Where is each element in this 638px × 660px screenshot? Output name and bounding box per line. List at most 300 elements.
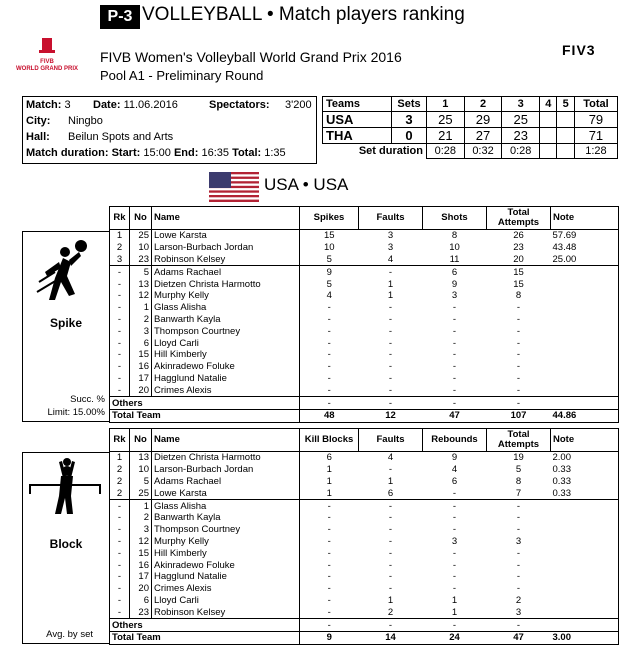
rank-cell: - [110,536,130,548]
rank-cell: - [110,583,130,595]
score-header: 1 [427,97,465,112]
summary-cell: 12 [359,409,423,422]
value-cell: 1 [300,487,359,499]
attempts-cell: 26 [513,230,524,242]
rank-cell: - [110,384,130,396]
attempts-cell: 15 [513,266,524,278]
value-cell: 6 [451,475,458,487]
column-header: Spikes [300,207,359,230]
player-name: Lowe Karsta [152,230,300,242]
number-cell: 20 [130,583,152,595]
others-row [110,397,619,410]
player-name: Dietzen Christa Harmotto [152,278,300,290]
rank-cell: - [110,337,130,349]
block-header-row [110,429,619,452]
value-cell: - [452,571,457,583]
player-name: Glass Alisha [152,302,300,314]
value-cell: 4 [451,464,458,476]
logo-text-fivb: FIVB [40,59,54,65]
summary-cell: 3.00 [551,631,619,644]
value-cell: - [327,337,331,349]
sets-won: 3 [392,112,427,128]
value-cell: - [452,524,457,536]
attempts-cell: - [516,559,521,571]
number-cell: 13 [130,278,152,290]
value-cell: - [327,361,331,373]
attempts-cell: - [516,512,521,524]
faults-cell: 1 [387,290,394,302]
block-table [109,428,619,645]
number-cell: 12 [130,536,152,548]
summary-cell: - [300,397,359,410]
number-cell: 23 [130,606,152,618]
attempts-cell: - [516,313,521,325]
value-cell: - [327,500,331,512]
spectators-count: 3'200 [285,99,312,111]
player-name: Thompson Courtney [152,524,300,536]
total-team-label: Total Team [110,631,300,644]
table-row [110,452,619,464]
number-cell: 5 [130,476,152,488]
player-name: Akinradewo Foluke [152,361,300,373]
score-row [323,112,618,128]
summary-cell: - [487,397,551,410]
number-cell: 20 [130,384,152,396]
column-header: Note [551,207,619,230]
end-time: 16:35 [201,147,229,159]
player-name: Crimes Alexis [152,384,300,396]
summary-cell: 14 [359,631,423,644]
logo-text-wgp: WORLD GRAND PRIX [16,66,78,72]
set-duration-row [323,144,618,159]
note-cell [551,314,619,326]
table-row [110,290,619,302]
table-row [110,547,619,559]
number-cell: 2 [130,512,152,524]
attempts-cell: 19 [513,452,524,464]
summary-cell: 47 [423,409,487,422]
note-cell: 43.48 [551,242,619,254]
player-name: Banwarth Kayla [152,314,300,326]
faults-cell: - [388,571,393,583]
table-row [110,500,619,512]
faults-cell: - [388,302,393,314]
score-header: 2 [464,97,502,112]
note-cell [551,373,619,385]
rank-cell: 2 [110,476,130,488]
number-cell: 13 [130,452,152,464]
player-name: Hill Kimberly [152,349,300,361]
value-cell: - [452,302,457,314]
value-cell: 15 [323,230,335,242]
note-cell: 0.33 [551,487,619,499]
number-cell: 16 [130,559,152,571]
match-info [22,96,317,164]
attempts-cell: 5 [515,464,522,476]
player-name: Robinson Kelsey [152,606,300,618]
rank-cell: - [110,302,130,314]
table-row [110,314,619,326]
player-name: Lloyd Carli [152,595,300,607]
attempts-cell: - [516,547,521,559]
value-cell: - [327,571,331,583]
faults-cell: - [388,325,393,337]
faults-cell: - [388,524,393,536]
number-cell: 10 [130,464,152,476]
column-header: Rk [110,207,130,230]
note-cell [551,536,619,548]
summary-cell: - [487,619,551,632]
value-cell: 9 [451,452,458,464]
attempts-cell: - [516,500,521,512]
note-cell [551,547,619,559]
value-cell: - [452,559,457,571]
value-cell: - [327,325,331,337]
note-cell: 0.33 [551,464,619,476]
summary-cell: 24 [423,631,487,644]
attempts-cell: 23 [513,242,524,254]
attempts-cell: - [516,524,521,536]
table-row [110,302,619,314]
value-cell: - [327,535,331,547]
player-name: Murphy Kelly [152,536,300,548]
summary-cell: - [359,619,423,632]
player-name: Murphy Kelly [152,290,300,302]
number-cell: 17 [130,373,152,385]
total-time: 1:35 [264,147,286,159]
number-cell: 3 [130,325,152,337]
score-header: Sets [392,97,427,112]
player-name: Thompson Courtney [152,325,300,337]
total-label: Total: [232,147,262,159]
value-cell: - [452,500,457,512]
faults-cell: - [388,266,393,278]
number-cell: 12 [130,290,152,302]
set-duration [540,144,557,159]
value-cell: - [452,325,457,337]
value-cell: - [452,547,457,559]
note-cell [551,500,619,512]
hall-value: Beilun Spots and Arts [68,131,174,143]
faults-cell: - [388,349,393,361]
column-header: Total Attempts [487,207,551,230]
attempts-cell: - [516,337,521,349]
set-duration-label: Set duration [323,144,427,159]
date-label: Date: [93,99,121,111]
total-points: 71 [574,128,617,144]
rank-cell: - [110,349,130,361]
column-header: Kill Blocks [300,429,359,452]
faults-cell: - [388,583,393,595]
table-row [110,524,619,536]
player-name: Lowe Karsta [152,487,300,499]
value-cell: 6 [451,266,458,278]
value-cell: - [327,547,331,559]
rank-cell: - [110,361,130,373]
score-header: 4 [540,97,557,112]
player-name: Hagglund Natalie [152,373,300,385]
team-name: USA [323,112,392,128]
total-row [110,409,619,422]
rank-cell: - [110,290,130,302]
note-cell [551,290,619,302]
set-duration: 0:32 [464,144,502,159]
spike-label: Spike [49,316,82,330]
number-cell: 15 [130,547,152,559]
rank-cell: - [110,314,130,326]
set-score [557,128,574,144]
rank-cell: - [110,559,130,571]
number-cell: 6 [130,595,152,607]
player-name: Robinson Kelsey [152,254,300,266]
column-header: No [130,207,152,230]
faults-cell: - [388,535,393,547]
summary-cell [551,619,619,632]
number-cell: 17 [130,571,152,583]
rank-cell: - [110,512,130,524]
table-row [110,242,619,254]
attempts-cell: - [516,325,521,337]
rank-cell: - [110,278,130,290]
note-cell [551,361,619,373]
faults-cell: - [388,512,393,524]
value-cell: 3 [451,535,458,547]
value-cell: - [327,372,331,384]
number-cell: 15 [130,349,152,361]
sets-won: 0 [392,128,427,144]
rank-cell: 1 [110,452,130,464]
total-team-label: Total Team [110,409,300,422]
faults-cell: - [388,313,393,325]
note-cell [551,278,619,290]
spike-side-panel [22,231,110,422]
city-label: City: [26,115,51,127]
score-row [323,128,618,144]
value-cell: 10 [323,242,335,254]
others-row [110,619,619,632]
end-label: End: [173,147,199,159]
block-player-icon [27,456,103,516]
team-name: THA [323,128,392,144]
attempts-cell: - [516,372,521,384]
table-row [110,536,619,548]
spike-player-icon [35,238,95,308]
hall-label: Hall: [26,131,50,143]
set-score: 25 [427,112,465,128]
player-name: Adams Rachael [152,476,300,488]
grand-prix-logo [16,36,78,72]
score-header: 3 [502,97,540,112]
rank-cell: - [110,547,130,559]
note-cell [551,512,619,524]
value-cell: 1 [451,606,458,618]
value-cell: - [452,337,457,349]
faults-cell: - [388,500,393,512]
faults-cell: 4 [387,452,394,464]
summary-cell: - [423,397,487,410]
set-duration: 0:28 [427,144,465,159]
rank-cell: 1 [110,230,130,242]
fivb-logo: FIV3 [562,42,596,58]
limit-label: Limit: 15.00% [47,407,105,418]
set-score: 23 [502,128,540,144]
value-cell: - [327,594,331,606]
note-cell [551,606,619,618]
note-cell [551,325,619,337]
faults-cell: 3 [387,242,394,254]
value-cell: - [452,583,457,595]
value-cell: - [452,372,457,384]
note-cell [551,583,619,595]
match-label: Match: [26,99,62,111]
table-row [110,512,619,524]
attempts-cell: - [516,361,521,373]
avg-label: Avg. by set [46,629,93,640]
faults-cell: 1 [387,594,394,606]
summary-cell: - [423,619,487,632]
summary-cell: 48 [300,409,359,422]
succ-label: Succ. % [70,394,105,405]
attempts-cell: - [516,302,521,314]
value-cell: 11 [423,254,487,266]
note-cell: 25.00 [551,254,619,266]
set-duration [557,144,574,159]
team-title: USA • USA [264,175,349,194]
set-score: 25 [502,112,540,128]
value-cell: - [452,384,457,396]
table-row [110,606,619,618]
table-row [110,476,619,488]
faults-cell: - [388,559,393,571]
attempts-cell: 20 [487,254,551,266]
column-header: Faults [359,207,423,230]
rank-cell: 2 [110,242,130,254]
number-cell: 2 [130,314,152,326]
note-cell [551,595,619,607]
player-name: Akinradewo Foluke [152,559,300,571]
table-row [110,337,619,349]
score-header: 5 [557,97,574,112]
summary-cell: 9 [300,631,359,644]
rank-cell: 3 [110,254,130,266]
total-row [110,631,619,644]
player-name: Larson-Burbach Jordan [152,464,300,476]
score-header-row [323,97,618,112]
value-cell: - [423,487,487,499]
attempts-cell: 3 [515,606,522,618]
faults-cell: 3 [387,230,394,242]
value-cell: 9 [451,278,458,290]
note-cell: 57.69 [551,230,619,242]
others-label: Others [110,397,300,410]
summary-cell: 47 [487,631,551,644]
match-date: 11.06.2016 [123,99,178,111]
faults-cell: 6 [359,487,423,499]
city-value: Ningbo [68,115,103,127]
column-header: Rk [110,429,130,452]
value-cell: - [327,559,331,571]
start-label: Start: [111,147,141,159]
note-cell [551,302,619,314]
table-row [110,349,619,361]
faults-cell: - [388,384,393,396]
table-row [110,266,619,278]
rank-cell: - [110,500,130,512]
note-cell [551,524,619,536]
attempts-cell: 15 [513,278,524,290]
faults-cell: 1 [387,278,394,290]
value-cell: 4 [326,290,332,302]
column-header: Total Attempts [487,429,551,452]
player-name: Larson-Burbach Jordan [152,242,300,254]
player-name: Lloyd Carli [152,337,300,349]
table-row [110,373,619,385]
start-time: 15:00 [143,147,171,159]
rank-cell: 2 [110,487,130,499]
total-duration: 1:28 [574,144,617,159]
value-cell: 3 [451,290,458,302]
duration-label: Match duration: [26,147,109,159]
spike-table [109,206,619,423]
note-cell [551,571,619,583]
table-row [110,254,619,266]
player-name: Hill Kimberly [152,547,300,559]
value-cell: - [452,313,457,325]
number-cell: 1 [130,302,152,314]
value-cell: - [327,349,331,361]
number-cell: 10 [130,242,152,254]
set-score: 21 [427,128,465,144]
faults-cell: - [388,337,393,349]
value-cell: - [452,361,457,373]
player-name: Crimes Alexis [152,583,300,595]
column-header: Note [551,429,619,452]
attempts-cell: 2 [515,594,522,606]
score-header: Teams [323,97,392,112]
value-cell: - [452,512,457,524]
round-name: Pool A1 - Preliminary Round [100,68,264,83]
column-header: Name [152,207,300,230]
column-header: No [130,429,152,452]
rank-cell: - [110,325,130,337]
rank-cell: - [110,266,130,278]
player-name: Adams Rachael [152,266,300,278]
set-score [540,128,557,144]
value-cell: 8 [451,230,458,242]
block-side-panel [22,452,110,644]
player-name: Banwarth Kayla [152,512,300,524]
number-cell: 25 [130,487,152,499]
table-row [110,278,619,290]
note-cell [551,559,619,571]
block-label: Block [49,537,83,551]
value-cell: 1 [326,464,332,476]
rank-cell: - [110,524,130,536]
spectators-label: Spectators: [209,99,270,111]
number-cell: 3 [130,524,152,536]
rank-cell: - [110,571,130,583]
note-cell: 2.00 [551,452,619,464]
value-cell: - [327,313,331,325]
note-cell [551,337,619,349]
value-cell: - [327,384,331,396]
document-code: P-3 [100,5,140,29]
set-score [540,112,557,128]
table-row [110,361,619,373]
column-header: Shots [423,207,487,230]
value-cell: - [327,583,331,595]
faults-cell: 1 [387,475,394,487]
